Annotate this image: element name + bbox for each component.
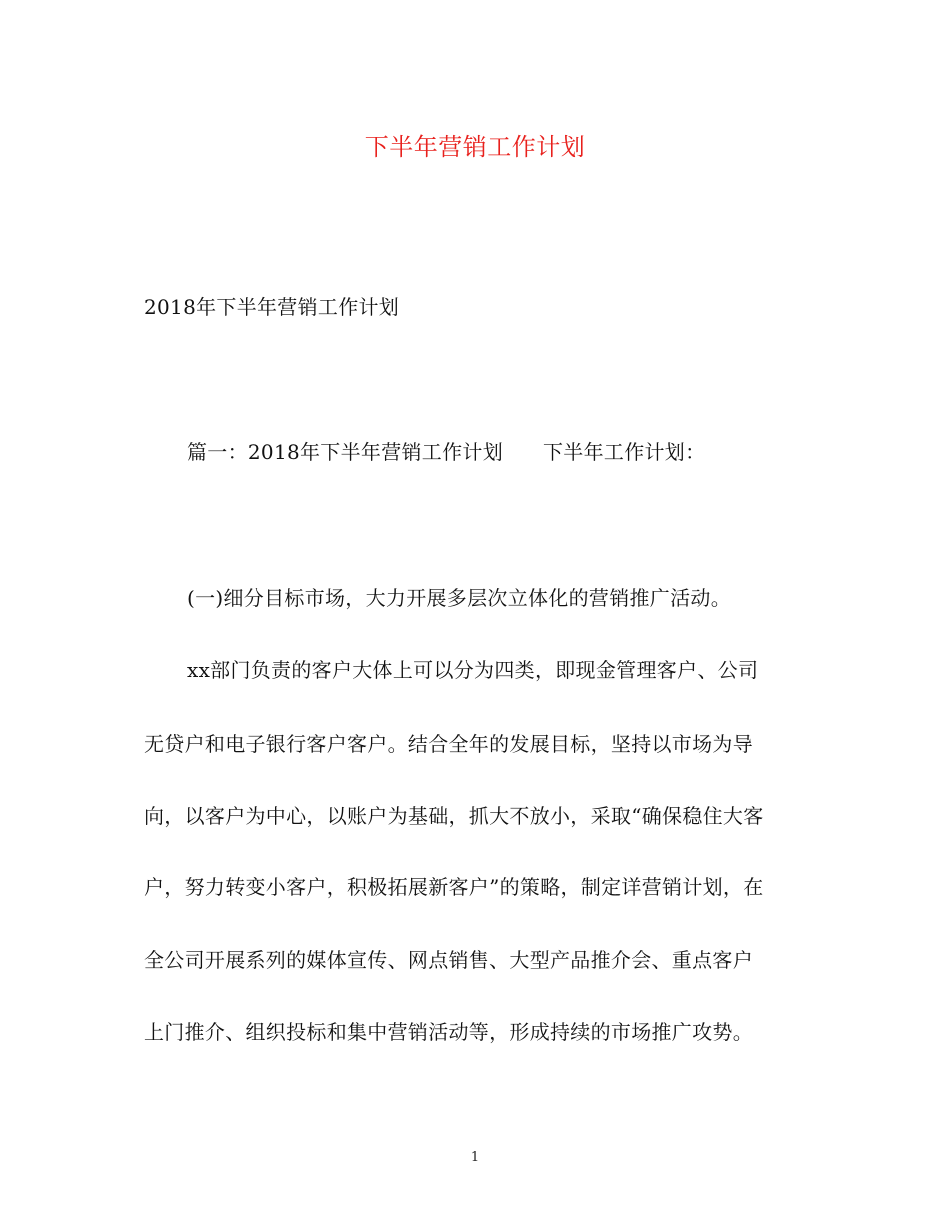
paragraph-heading: (一)细分目标市场，大力开展多层次立体化的营销推广活动。: [187, 586, 732, 610]
section-heading-left: 篇一：2018年下半年营销工作计划: [187, 440, 503, 464]
paragraph-line: 全公司开展系列的媒体宣传、网点销售、大型产品推介会、重点客户: [144, 948, 753, 972]
page-number: 1: [470, 1150, 480, 1165]
paragraph-line: xx部门负责的客户大体上可以分为四类，即现金管理客户、公司: [187, 658, 759, 682]
document-subtitle: 2018年下半年营销工作计划: [144, 295, 400, 319]
document-title: 下半年营销工作计划: [364, 133, 586, 161]
paragraph-line: 向，以客户为中心，以账户为基础，抓大不放小，采取“确保稳住大客: [144, 804, 764, 828]
section-heading-right: 下半年工作计划：: [543, 440, 706, 464]
paragraph-line: 户，努力转变小客户，积极拓展新客户”的策略，制定详营销计划，在: [144, 875, 764, 899]
section-heading: [187, 437, 867, 467]
paragraph-line: 上门推介、组织投标和集中营销活动等，形成持续的市场推广攻势。: [144, 1020, 753, 1044]
paragraph-line: 无贷户和电子银行客户客户。结合全年的发展目标，坚持以市场为导: [144, 732, 753, 756]
